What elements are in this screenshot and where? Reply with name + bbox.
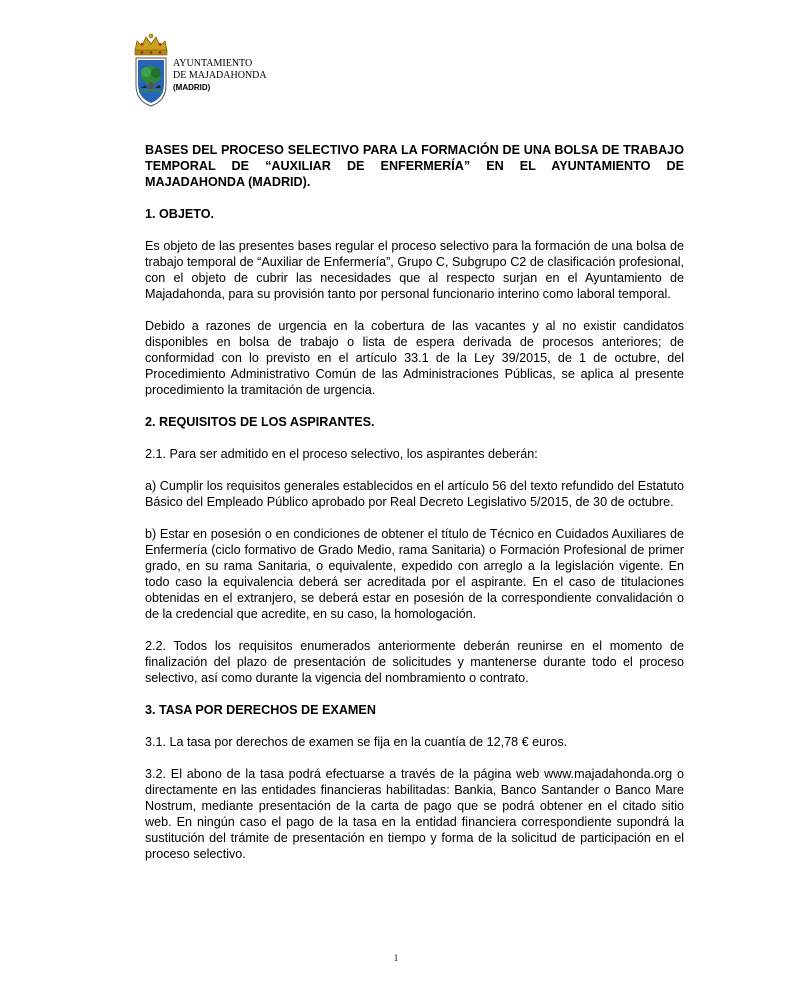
page-number: 1 [393, 953, 399, 963]
section-3-heading: 3. TASA POR DERECHOS DE EXAMEN [145, 703, 376, 717]
section-2-paragraph-1: 2.1. Para ser admitido en el proceso selectivo, los aspirantes deberán: [145, 447, 538, 461]
document-body [145, 142, 684, 878]
section-2-paragraph-2: a) Cumplir los requisitos generales establecidos en el artículo 56 del texto refundido del Estatuto Básico del Empleado Público aprobado por Real Decreto Legislativo 5/2015, de 30 de octubre. [145, 479, 684, 509]
section-2-paragraph-4: 2.2. Todos los requisitos enumerados anteriormente deberán reunirse en el momento de finalización del plazo de presentación de solicitudes y mantenerse durante todo el proceso selectivo, así como durante la vigencia del nombramiento o contrato. [145, 639, 684, 685]
coat-of-arms-icon [132, 33, 170, 107]
section-1-paragraph-1: Es objeto de las presentes bases regular el proceso selectivo para la formación de una bolsa de trabajo temporal de “Auxiliar de Enfermería”, Grupo C, Subgrupo C2 de clasificación profesional, con el objeto de cubrir las necesidades que al respecto surjan en el Ayuntamiento de Majadahonda, para su provisión tanto por personal funcionario interino como laboral temporal. [145, 239, 684, 301]
institution-line-1: AYUNTAMIENTO [173, 58, 253, 69]
section-2-paragraph-3: b) Estar en posesión o en condiciones de obtener el título de Técnico en Cuidados Auxiliares de Enfermería (ciclo formativo de Grado Medio, rama Sanitaria) o Formación Profesional de primer grado, en su rama Sanitaria, o equivalente, expedido con arreglo a la legislación vigente. En todo caso la equivalencia deberá ser acreditada por el aspirante. En el caso de titulaciones obtenidas en el extranjero, se deberá estar en posesión de la correspondiente convalidación o de la credencial que acredite, en su caso, la homologación. [145, 527, 684, 621]
section-3-paragraph-1: 3.1. La tasa por derechos de examen se fija en la cuantía de 12,78 € euros. [145, 735, 568, 749]
section-2-heading: 2. REQUISITOS DE LOS ASPIRANTES. [145, 415, 375, 429]
institution-line-3: (MADRID) [173, 83, 211, 92]
institution-name [173, 58, 267, 94]
section-3-paragraph-2: 3.2. El abono de la tasa podrá efectuarse a través de la página web www.majadahonda.org o directamente en las entidades financieras habilitadas: Bankia, Banco Santander o Banco Mare Nostrum, mediante presentación de la carta de pago que se podrá obtener en el citado sitio web. En ningún caso el pago de la tasa en la entidad financiera correspondiente supondrá la sustitución del trámite de presentación en tiempo y forma de la solicitud de participación en el proceso selectivo. [145, 767, 684, 861]
institution-line-2: DE MAJADAHONDA [173, 70, 267, 81]
document-title: BASES DEL PROCESO SELECTIVO PARA LA FORMACIÓN DE UNA BOLSA DE TRABAJO TEMPORAL DE “AUXILIAR DE ENFERMERÍA” EN EL AYUNTAMIENTO DE MAJADAHONDA (MADRID). [145, 143, 684, 189]
section-1-paragraph-2: Debido a razones de urgencia en la cobertura de las vacantes y al no existir candidatos disponibles en bolsa de trabajo o lista de espera derivada de procesos anteriores; de conformidad con lo previsto en el artículo 33.1 de la Ley 39/2015, de 1 de octubre, del Procedimiento Administrativo Común de las Administraciones Públicas, se aplica al presente procedimiento la tramitación de urgencia. [145, 319, 684, 397]
section-1-heading: 1. OBJETO. [145, 207, 215, 221]
